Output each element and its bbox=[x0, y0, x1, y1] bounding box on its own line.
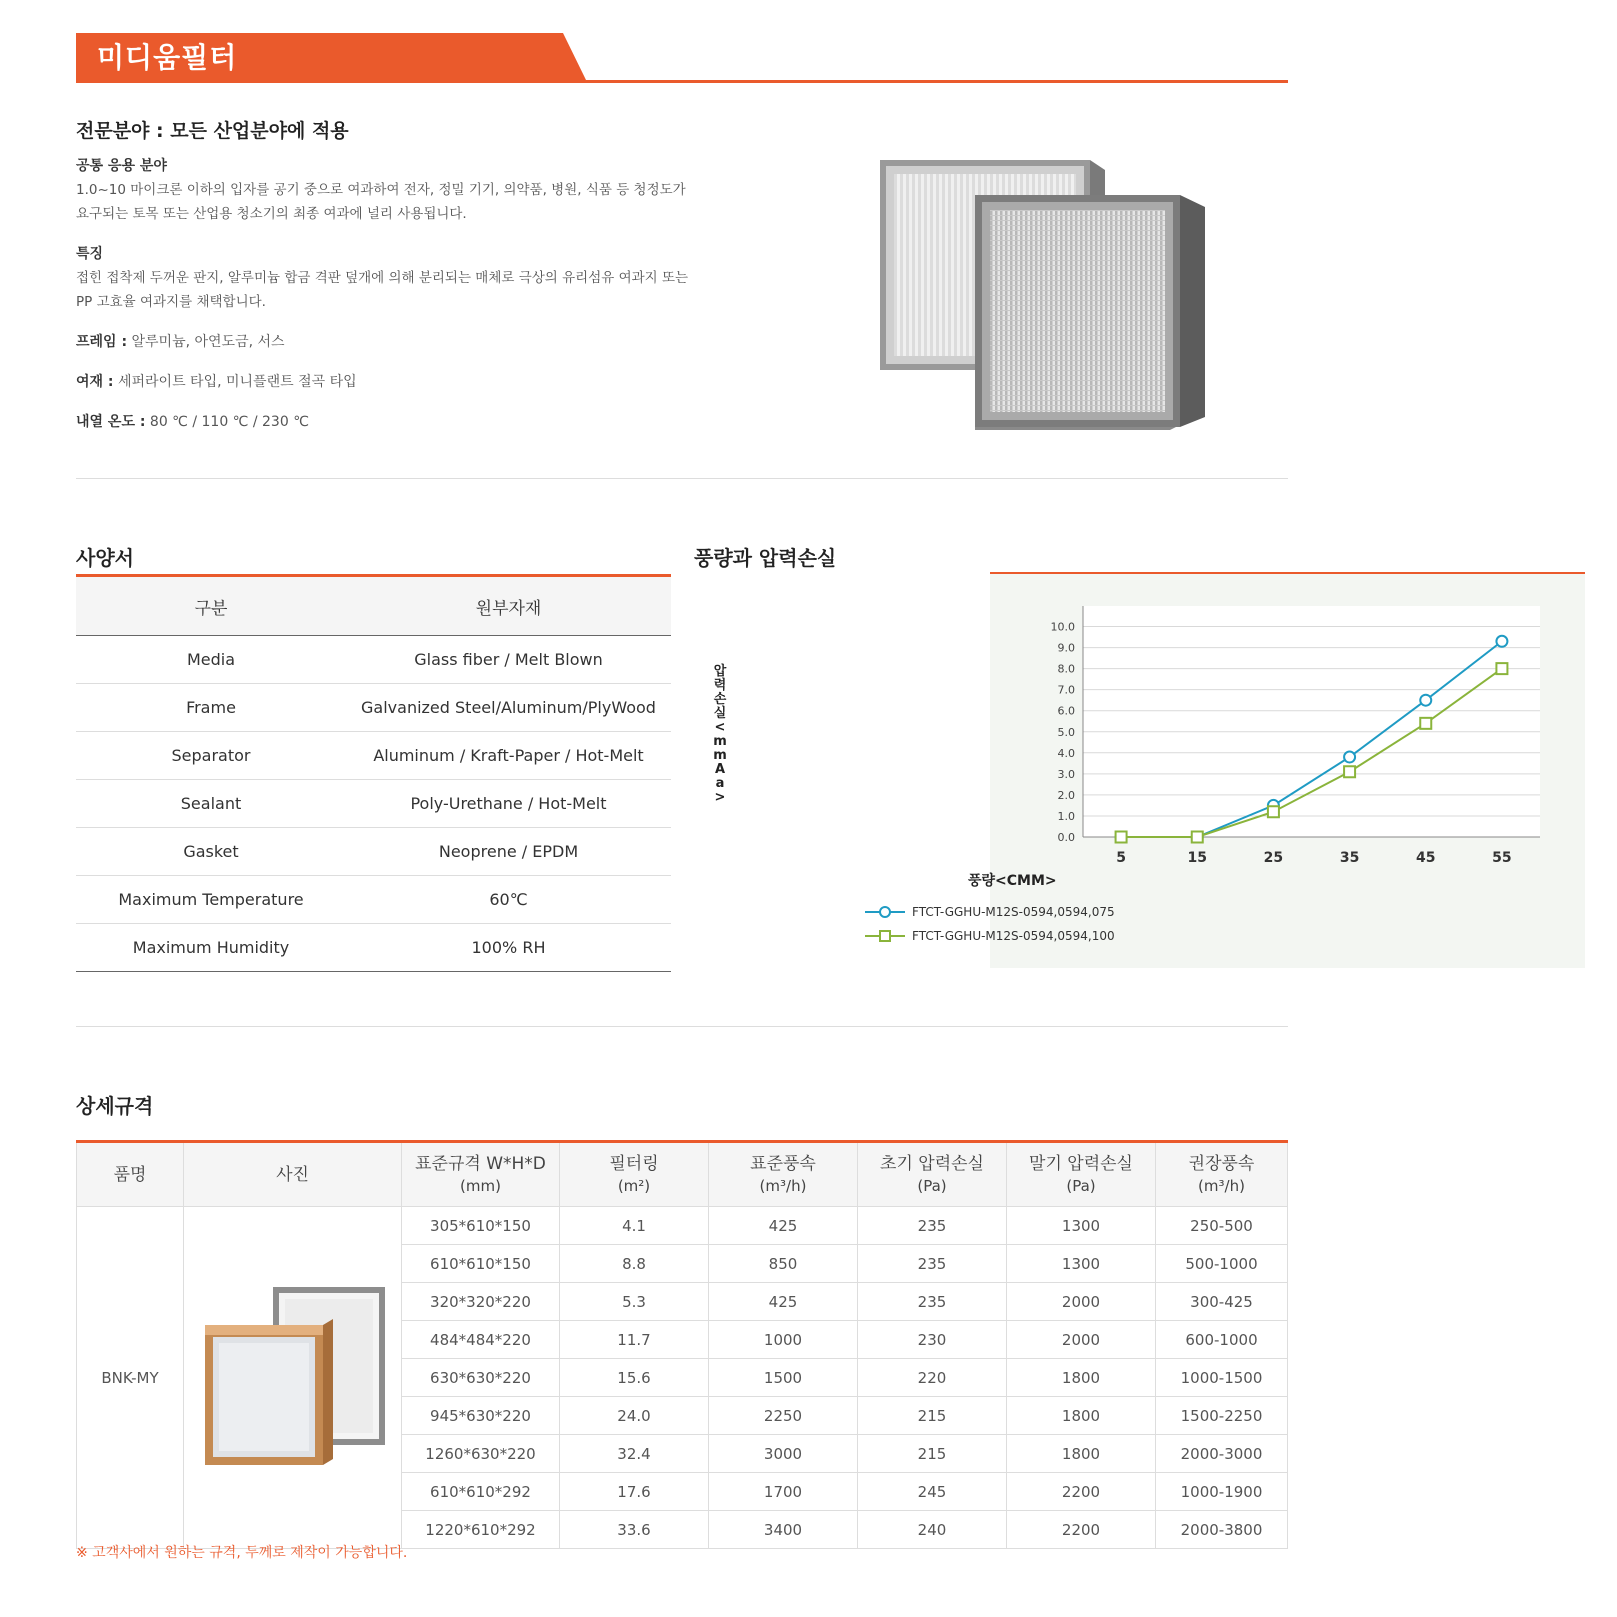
y-tick-label: 8.0 bbox=[1057, 662, 1075, 676]
table-row bbox=[76, 828, 671, 876]
x-tick-label: 5 bbox=[1116, 850, 1126, 866]
spec-header-category: 구분 bbox=[76, 576, 346, 636]
detail-cell: 500-1000 bbox=[1156, 1245, 1288, 1283]
detail-cell: 230 bbox=[858, 1321, 1007, 1359]
y-tick-label: 6.0 bbox=[1057, 704, 1075, 718]
detail-header-name: 필터링 bbox=[609, 1153, 659, 1174]
feature-line-1: 접힌 접착제 두꺼운 판지, 알루미늄 합금 격판 덮개에 의해 분리되는 매체로 극상의 유리섬유 여과지 또는 bbox=[76, 270, 689, 286]
detail-cell: 2000-3800 bbox=[1156, 1511, 1288, 1549]
detail-cell: 1000 bbox=[709, 1321, 858, 1359]
detail-header-name: 표준규격 W*H*D bbox=[415, 1153, 546, 1174]
detail-cell: 5.3 bbox=[560, 1283, 709, 1321]
y-tick-label: 7.0 bbox=[1057, 683, 1075, 697]
detail-cell: 15.6 bbox=[560, 1359, 709, 1397]
y-tick-label: 5.0 bbox=[1057, 725, 1075, 739]
detail-header-name: 권장풍속 bbox=[1188, 1153, 1255, 1174]
detail-cell: 425 bbox=[709, 1283, 858, 1321]
frame-value: 알루미늄, 아연도금, 서스 bbox=[131, 334, 285, 350]
detail-cell: 300-425 bbox=[1156, 1283, 1288, 1321]
divider bbox=[76, 1026, 1288, 1027]
frame-row bbox=[76, 331, 285, 351]
table-row bbox=[76, 876, 671, 924]
detail-cell: 1500 bbox=[709, 1359, 858, 1397]
detail-cell: 610*610*150 bbox=[402, 1245, 560, 1283]
detail-cell: 2000 bbox=[1007, 1321, 1156, 1359]
detail-cell: 1800 bbox=[1007, 1397, 1156, 1435]
detail-cell: 1300 bbox=[1007, 1245, 1156, 1283]
temp-value: 80 ℃ / 110 ℃ / 230 ℃ bbox=[149, 414, 309, 430]
data-point bbox=[1496, 636, 1507, 647]
detail-cell: 4.1 bbox=[560, 1207, 709, 1245]
spec-cell: Poly-Urethane / Hot-Melt bbox=[346, 780, 671, 828]
legend-label: FTCT-GGHU-M12S-0594,0594,100 bbox=[912, 929, 1115, 943]
chart-gridlines bbox=[1083, 606, 1540, 837]
y-tick-label: 3.0 bbox=[1057, 767, 1075, 781]
spec-cell: Maximum Temperature bbox=[76, 876, 346, 924]
spec-cell: 100% RH bbox=[346, 924, 671, 972]
detail-header-unit: (mm) bbox=[460, 1176, 501, 1195]
spec-cell: Glass fiber / Melt Blown bbox=[346, 636, 671, 684]
spec-table bbox=[76, 574, 671, 972]
detail-cell: 600-1000 bbox=[1156, 1321, 1288, 1359]
detail-cell: 850 bbox=[709, 1245, 858, 1283]
x-tick-label: 55 bbox=[1492, 850, 1512, 866]
detail-header bbox=[402, 1142, 560, 1207]
detail-cell: 610*610*292 bbox=[402, 1473, 560, 1511]
table-row bbox=[76, 924, 671, 972]
media-row bbox=[76, 371, 357, 391]
spec-cell: Media bbox=[76, 636, 346, 684]
spec-cell: Separator bbox=[76, 732, 346, 780]
detail-cell: 425 bbox=[709, 1207, 858, 1245]
detail-header-unit: (Pa) bbox=[917, 1176, 947, 1195]
detail-header bbox=[560, 1142, 709, 1207]
custom-size-note: ※ 고객사에서 원하는 규격, 두께로 제작이 가능합니다. bbox=[76, 1545, 408, 1561]
detail-cell: 1800 bbox=[1007, 1435, 1156, 1473]
detail-cell: 3400 bbox=[709, 1511, 858, 1549]
detail-cell: 1220*610*292 bbox=[402, 1511, 560, 1549]
detail-table bbox=[76, 1140, 1288, 1549]
detail-cell: 8.8 bbox=[560, 1245, 709, 1283]
detail-cell: 11.7 bbox=[560, 1321, 709, 1359]
detail-cell: 17.6 bbox=[560, 1473, 709, 1511]
detail-cell: 3000 bbox=[709, 1435, 858, 1473]
media-value: 세퍼라이트 타입, 미니플랜트 절곡 타입 bbox=[117, 374, 357, 390]
detail-cell: 1000-1500 bbox=[1156, 1359, 1288, 1397]
detail-cell: 215 bbox=[858, 1435, 1007, 1473]
detail-cell: 2000-3000 bbox=[1156, 1435, 1288, 1473]
detail-header-name: 표준풍속 bbox=[750, 1153, 816, 1174]
spec-cell: Maximum Humidity bbox=[76, 924, 346, 972]
detail-cell: 235 bbox=[858, 1207, 1007, 1245]
product-photo bbox=[193, 1281, 393, 1471]
data-point bbox=[1420, 718, 1431, 729]
spec-cell: Sealant bbox=[76, 780, 346, 828]
temp-row bbox=[76, 411, 309, 431]
detail-cell: 235 bbox=[858, 1245, 1007, 1283]
y-tick-label: 1.0 bbox=[1057, 809, 1075, 823]
divider bbox=[76, 478, 1288, 479]
application-line-1: 1.0~10 마이크론 이하의 입자를 공기 중으로 여과하여 전자, 정밀 기기, 의약품, 병원, 식품 등 청정도가 bbox=[76, 182, 686, 198]
spec-cell: Neoprene / EPDM bbox=[346, 828, 671, 876]
detail-header bbox=[858, 1142, 1007, 1207]
detail-cell: 24.0 bbox=[560, 1397, 709, 1435]
table-row bbox=[76, 684, 671, 732]
detail-header bbox=[1156, 1142, 1288, 1207]
detail-cell: 2000 bbox=[1007, 1283, 1156, 1321]
detail-cell: 305*610*150 bbox=[402, 1207, 560, 1245]
detail-header-unit: (m³/h) bbox=[1198, 1176, 1245, 1195]
legend-marker bbox=[880, 907, 890, 917]
detail-cell: 250-500 bbox=[1156, 1207, 1288, 1245]
spec-cell: Gasket bbox=[76, 828, 346, 876]
y-tick-label: 9.0 bbox=[1057, 641, 1075, 655]
detail-header bbox=[709, 1142, 858, 1207]
detail-cell: 945*630*220 bbox=[402, 1397, 560, 1435]
chart-x-ticks bbox=[1116, 850, 1511, 866]
spec-cell: Frame bbox=[76, 684, 346, 732]
media-label: 여재 : bbox=[76, 374, 114, 390]
product-photo-cell bbox=[184, 1207, 402, 1549]
data-point bbox=[1268, 806, 1279, 817]
chart-x-axis-label: 풍량<CMM> bbox=[968, 873, 1057, 889]
page-title: 미디움필터 bbox=[97, 41, 238, 74]
detail-title: 상세규격 bbox=[76, 1094, 154, 1118]
title-banner bbox=[76, 33, 1288, 83]
intro-heading: 전문분야 : 모든 산업분야에 적용 bbox=[76, 120, 349, 142]
detail-cell: 2200 bbox=[1007, 1473, 1156, 1511]
detail-cell: 1000-1900 bbox=[1156, 1473, 1288, 1511]
detail-cell: 245 bbox=[858, 1473, 1007, 1511]
chart-y-axis-label bbox=[708, 665, 732, 805]
table-row bbox=[76, 780, 671, 828]
legend-label: FTCT-GGHU-M12S-0594,0594,075 bbox=[912, 905, 1115, 919]
detail-cell: 32.4 bbox=[560, 1435, 709, 1473]
table-row bbox=[76, 636, 671, 684]
table-row bbox=[76, 732, 671, 780]
detail-cell: 630*630*220 bbox=[402, 1359, 560, 1397]
detail-header bbox=[1007, 1142, 1156, 1207]
x-tick-label: 45 bbox=[1416, 850, 1436, 866]
detail-header-name: 사진 bbox=[276, 1164, 309, 1185]
x-tick-label: 35 bbox=[1339, 850, 1360, 866]
chart-title: 풍량과 압력손실 bbox=[694, 546, 837, 570]
spec-cell: 60℃ bbox=[346, 876, 671, 924]
detail-cell: 1260*630*220 bbox=[402, 1435, 560, 1473]
application-line-2: 요구되는 토목 또는 산업용 청소기의 최종 여과에 널리 사용됩니다. bbox=[76, 206, 467, 222]
detail-cell: 320*320*220 bbox=[402, 1283, 560, 1321]
detail-cell: 215 bbox=[858, 1397, 1007, 1435]
detail-cell: 2200 bbox=[1007, 1511, 1156, 1549]
detail-header-unit: (Pa) bbox=[1066, 1176, 1096, 1195]
chart-plot-area bbox=[1083, 606, 1540, 837]
x-tick-label: 15 bbox=[1187, 850, 1207, 866]
detail-cell: 484*484*220 bbox=[402, 1321, 560, 1359]
table-row bbox=[77, 1207, 1288, 1245]
detail-cell: 2250 bbox=[709, 1397, 858, 1435]
chart-legend bbox=[865, 905, 1115, 943]
feature-line-2: PP 고효율 여과지를 채택합니다. bbox=[76, 294, 266, 310]
detail-header bbox=[184, 1142, 402, 1207]
y-tick-label: 10.0 bbox=[1050, 620, 1075, 634]
detail-header-unit: (m²) bbox=[617, 1176, 651, 1195]
application-label: 공통 응용 분야 bbox=[76, 158, 167, 174]
detail-header-name: 품명 bbox=[113, 1164, 147, 1185]
data-point bbox=[1344, 766, 1355, 777]
data-point bbox=[1420, 695, 1431, 706]
feature-label: 특징 bbox=[76, 246, 104, 262]
spec-title: 사양서 bbox=[76, 546, 134, 570]
detail-cell: 1500-2250 bbox=[1156, 1397, 1288, 1435]
chart-y-axis-label-text: 압력손실<mmAa> bbox=[713, 664, 727, 805]
detail-cell: 1300 bbox=[1007, 1207, 1156, 1245]
detail-header-name: 초기 압력손실 bbox=[880, 1153, 984, 1174]
data-point bbox=[1496, 663, 1507, 674]
detail-cell: 235 bbox=[858, 1283, 1007, 1321]
detail-cell: 220 bbox=[858, 1359, 1007, 1397]
detail-cell: 33.6 bbox=[560, 1511, 709, 1549]
y-tick-label: 4.0 bbox=[1057, 746, 1075, 760]
detail-header-name: 말기 압력손실 bbox=[1029, 1153, 1133, 1174]
detail-header bbox=[77, 1142, 184, 1207]
x-tick-label: 25 bbox=[1263, 850, 1284, 866]
detail-cell: 240 bbox=[858, 1511, 1007, 1549]
detail-cell: 1700 bbox=[709, 1473, 858, 1511]
data-point bbox=[1116, 832, 1127, 843]
chart-y-ticks bbox=[1051, 621, 1076, 844]
detail-header-unit: (m³/h) bbox=[759, 1176, 807, 1195]
frame-label: 프레임 : bbox=[76, 334, 128, 350]
data-point bbox=[1192, 832, 1203, 843]
temp-label: 내열 온도 : bbox=[76, 414, 146, 430]
y-tick-label: 2.0 bbox=[1057, 788, 1075, 802]
y-tick-label: 0.0 bbox=[1057, 831, 1075, 844]
spec-cell: Aluminum / Kraft-Paper / Hot-Melt bbox=[346, 732, 671, 780]
data-point bbox=[1344, 752, 1355, 763]
line-chart bbox=[860, 574, 1512, 968]
spec-header-material: 원부자재 bbox=[346, 576, 671, 636]
spec-cell: Galvanized Steel/Aluminum/PlyWood bbox=[346, 684, 671, 732]
legend-marker bbox=[880, 931, 890, 941]
detail-cell: 1800 bbox=[1007, 1359, 1156, 1397]
product-image bbox=[870, 155, 1260, 455]
product-name-cell: BNK-MY bbox=[77, 1207, 184, 1549]
